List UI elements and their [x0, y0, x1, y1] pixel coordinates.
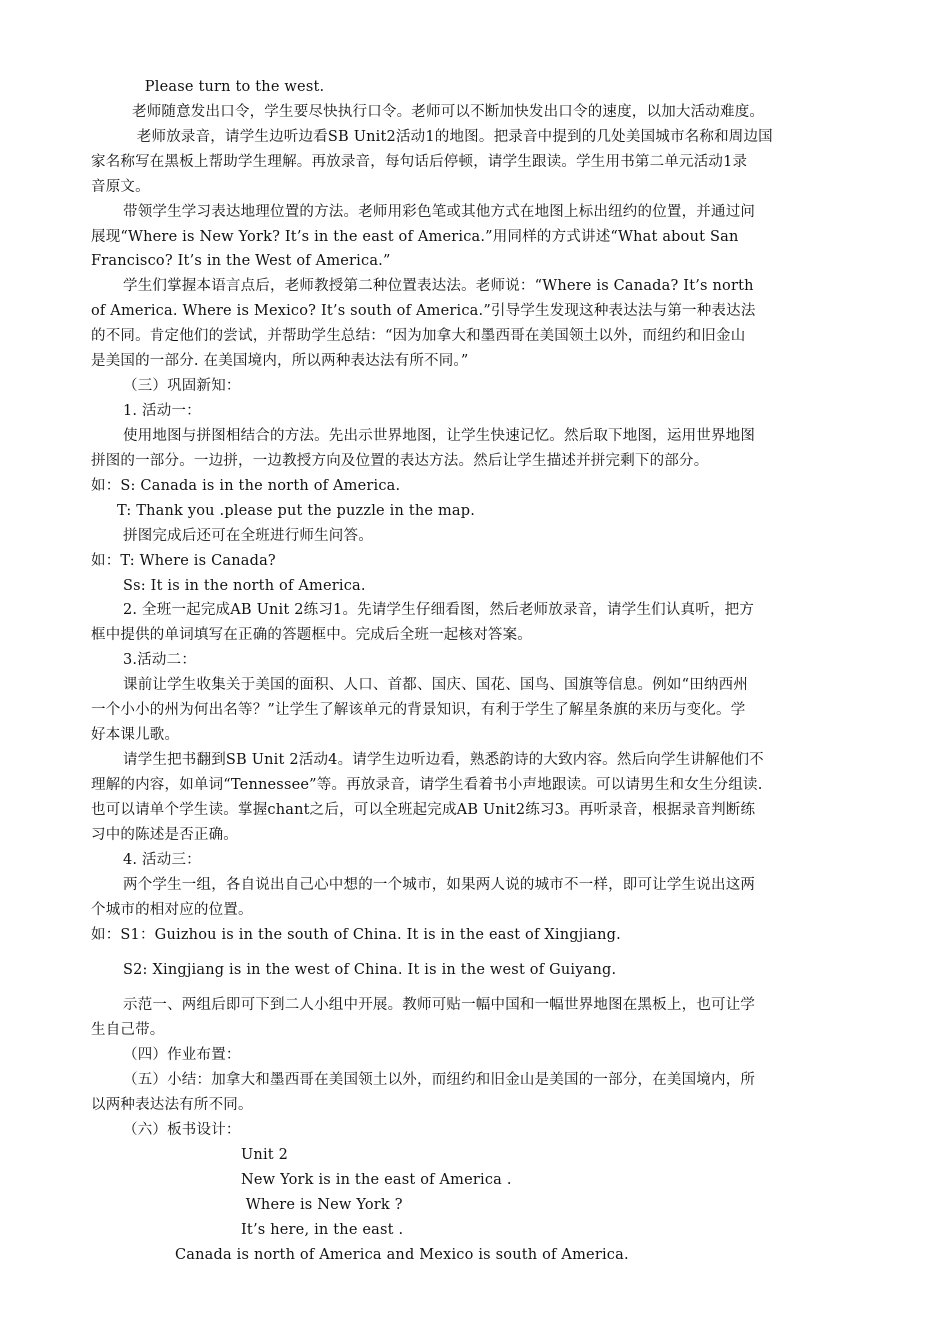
text-line: 拼图完成后还可在全班进行师生问答。: [123, 528, 373, 544]
text-line: Please turn to the west.: [140, 79, 325, 95]
section-heading: （五）小结：加拿大和墨西哥在美国领土以外，而纽约和旧金山是美国的一部分，在美国境内，所: [123, 1072, 756, 1088]
text-line: 展现“Where is New York? It’s in the east of America.”用同样的方式讲述“What about San: [91, 229, 739, 245]
board-line: Unit 2: [241, 1147, 289, 1163]
text-line: 是美国的一部分. 在美国境内，所以两种表达法有所不同。”: [91, 353, 469, 369]
board-line: Where is New York ?: [241, 1197, 403, 1213]
example-line: T: Thank you .please put the puzzle in the map.: [117, 503, 476, 519]
activity-heading: 1. 活动一：: [123, 403, 201, 419]
text-line: 课前让学生收集关于美国的面积、人口、首都、国庆、国花、国鸟、国旗等信息。例如“田纳西州: [123, 677, 749, 693]
text-line: 示范一、两组后即可下到二人小组中开展。教师可贴一幅中国和一幅世界地图在黑板上，也可让学: [123, 997, 756, 1013]
text-line: 请学生把书翻到SB Unit 2活动4。请学生边听边看，熟悉韵诗的大致内容。然后向学生讲解他们不: [123, 752, 764, 768]
text-line: 好本课儿歌。: [91, 727, 180, 743]
text-line: 一个小小的州为何出名等？”让学生了解该单元的背景知识，有利于学生了解星条旗的来历与变化。学: [91, 702, 746, 718]
board-line: Canada is north of America and Mexico is south of America.: [175, 1247, 629, 1263]
text-line: 理解的内容，如单词“Tennessee”等。再放录音，请学生看着书小声地跟读。可以请男生和女生分组读.: [91, 777, 763, 793]
example-line: 如：S1：Guizhou is in the south of China. It is in the east of Xingjiang.: [91, 927, 621, 943]
text-line: 以两种表达法有所不同。: [91, 1097, 253, 1113]
text-line: Francisco? It’s in the West of America.”: [91, 253, 391, 269]
text-line: 带领学生学习表达地理位置的方法。老师用彩色笔或其他方式在地图上标出纽约的位置，并通过问: [123, 204, 756, 220]
text-line: 习中的陈述是否正确。: [91, 827, 238, 843]
text-line: of America. Where is Mexico? It’s south of America.”引导学生发现这种表达法与第一种表达法: [91, 303, 756, 319]
activity-heading: 3.活动二：: [123, 652, 197, 668]
text-line: 音原文。: [91, 179, 150, 195]
text-line: 也可以请单个学生读。掌握chant之后，可以全班起完成AB Unit2练习3。再听录音，根据录音判断练: [91, 802, 756, 818]
text-line: 生自己带。: [91, 1022, 165, 1038]
example-line: 如：T: Where is Canada?: [91, 553, 276, 569]
text-line: 家名称写在黑板上帮助学生理解。再放录音，每句话后停顿，请学生跟读。学生用书第二单元活动1录: [91, 154, 748, 170]
text-line: 老师放录音，请学生边听边看SB Unit2活动1的地图。把录音中提到的几处美国城市名称和周边国: [132, 129, 773, 145]
section-heading: （六）板书设计：: [123, 1122, 241, 1138]
example-line: Ss: It is in the north of America.: [123, 578, 366, 594]
text-line: 拼图的一部分。一边拼，一边教授方向及位置的表达方法。然后让学生描述并拼完剩下的部分。: [91, 453, 709, 469]
text-line: 2. 全班一起完成AB Unit 2练习1。先请学生仔细看图，然后老师放录音，请学生们认真听，把方: [123, 602, 755, 618]
section-heading: （三）巩固新知：: [123, 378, 241, 394]
example-line: 如：S: Canada is in the north of America.: [91, 478, 401, 494]
text-line: 两个学生一组，各自说出自己心中想的一个城市，如果两人说的城市不一样，即可让学生说出这两: [123, 877, 756, 893]
text-line: 学生们掌握本语言点后，老师教授第二种位置表达法。老师说：“Where is Canada? It’s north: [123, 278, 754, 294]
board-line: It’s here, in the east .: [241, 1222, 404, 1238]
example-line: S2: Xingjiang is in the west of China. It is in the west of Guiyang.: [123, 962, 617, 978]
text-line: 使用地图与拼图相结合的方法。先出示世界地图，让学生快速记忆。然后取下地图，运用世界地图: [123, 428, 756, 444]
section-heading: （四）作业布置：: [123, 1047, 241, 1063]
board-line: New York is in the east of America .: [241, 1172, 512, 1188]
text-line: 框中提供的单词填写在正确的答题框中。完成后全班一起核对答案。: [91, 627, 532, 643]
text-line: 个城市的相对应的位置。: [91, 902, 253, 918]
text-line: 的不同。肯定他们的尝试，并帮助学生总结：“因为加拿大和墨西哥在美国领土以外，而纽约和旧金山: [91, 328, 746, 344]
activity-heading: 4. 活动三：: [123, 852, 201, 868]
text-line: 老师随意发出口令，学生要尽快执行口令。老师可以不断加快发出口令的速度，以加大活动难度。: [132, 104, 765, 120]
